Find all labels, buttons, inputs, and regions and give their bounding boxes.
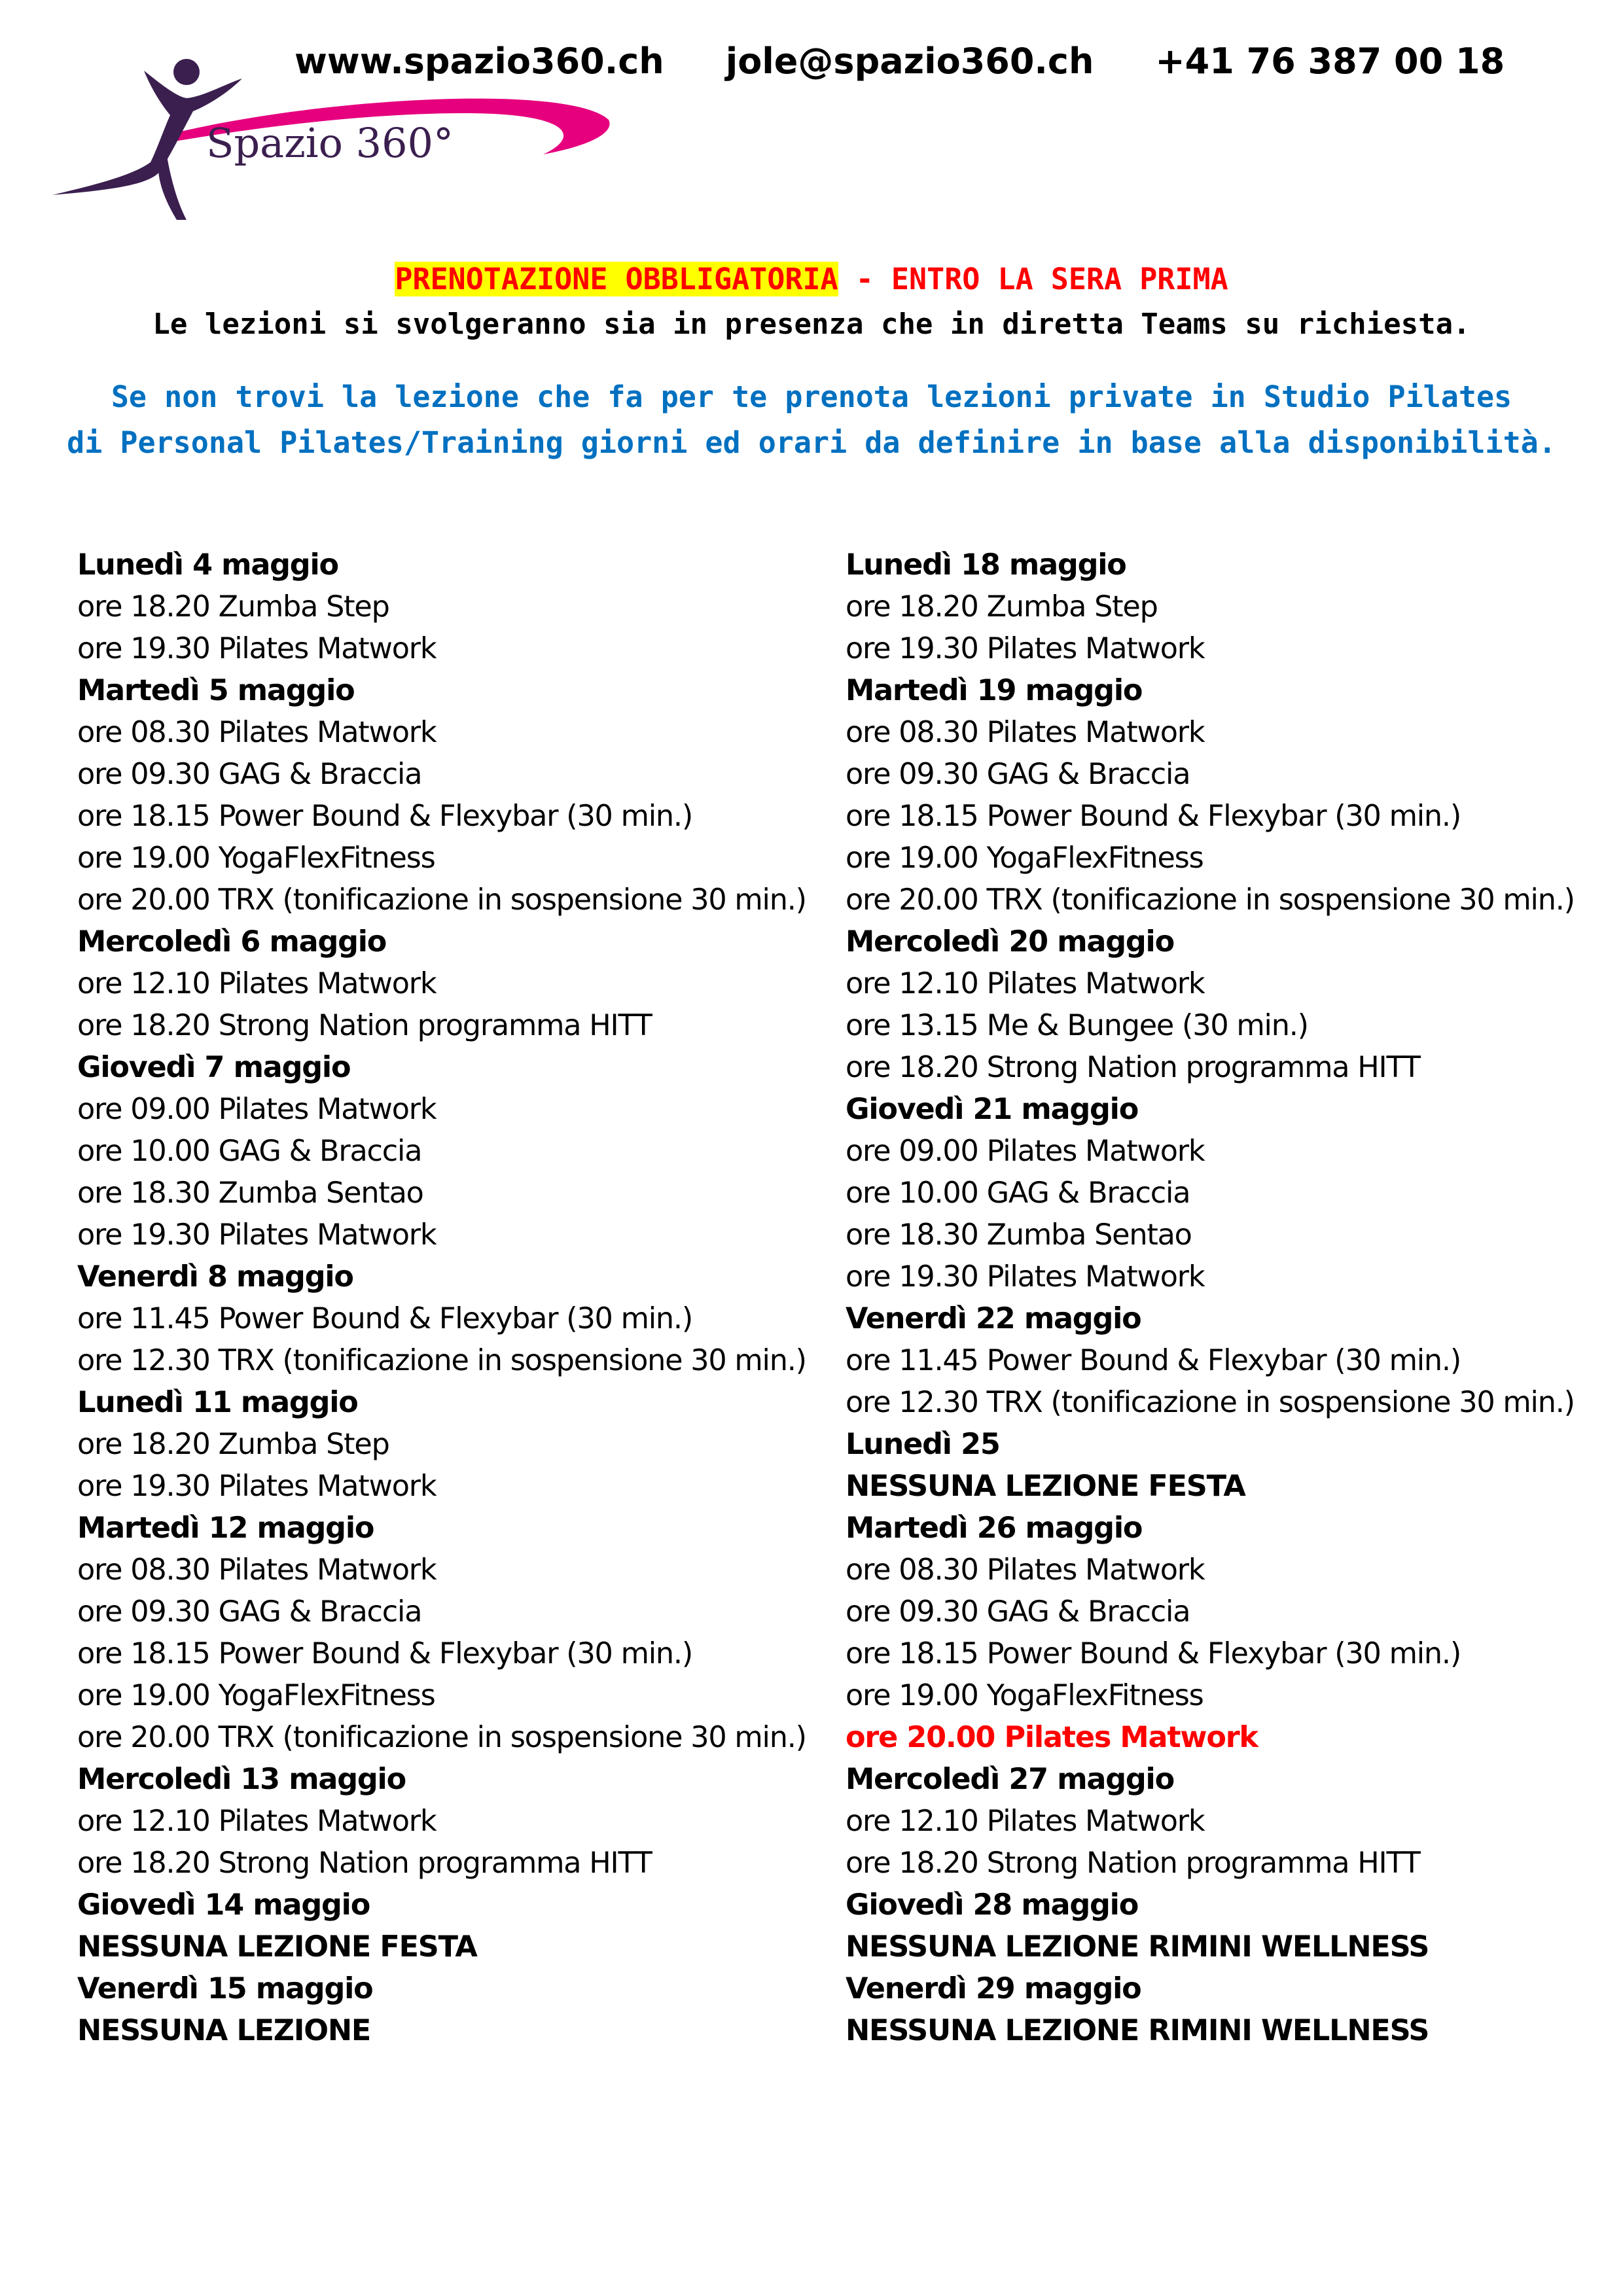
lesson-entry: ore 12.10 Pilates Matwork	[846, 1805, 1205, 1838]
day-heading: Giovedì 28 maggio	[846, 1888, 1139, 1922]
lesson-entry: ore 18.15 Power Bound & Flexybar (30 min.)	[77, 800, 693, 833]
lesson-entry: ore 20.00 TRX (tonificazione in sospensione 30 min.)	[77, 1721, 806, 1754]
no-lesson-note: NESSUNA LEZIONE RIMINI WELLNESS	[846, 2014, 1429, 2047]
lesson-entry: ore 12.10 Pilates Matwork	[846, 967, 1205, 1000]
lesson-entry: ore 20.00 TRX (tonificazione in sospensione 30 min.)	[846, 883, 1575, 917]
no-lesson-note: NESSUNA LEZIONE FESTA	[846, 1470, 1245, 1503]
day-heading: Mercoledì 20 maggio	[846, 925, 1174, 959]
no-lesson-note: NESSUNA LEZIONE RIMINI WELLNESS	[846, 1930, 1429, 1964]
lesson-entry: ore 19.30 Pilates Matwork	[77, 1470, 437, 1503]
website-link[interactable]: www.spazio360.ch	[294, 41, 664, 82]
lesson-entry: ore 19.30 Pilates Matwork	[846, 1260, 1205, 1294]
booking-required-highlight: PRENOTAZIONE OBBLIGATORIA	[395, 262, 838, 296]
private-lessons-notice-line1: Se non trovi la lezione che fa per te prenota lezioni private in Studio Pilates	[111, 380, 1512, 414]
lesson-entry: ore 19.00 YogaFlexFitness	[77, 1679, 435, 1712]
day-heading: Giovedì 7 maggio	[77, 1051, 351, 1084]
lesson-entry: ore 18.15 Power Bound & Flexybar (30 min.)	[77, 1637, 693, 1670]
lesson-entry: ore 18.20 Zumba Step	[77, 590, 389, 624]
lesson-entry: ore 13.15 Me & Bungee (30 min.)	[846, 1009, 1308, 1042]
lesson-entry: ore 19.00 YogaFlexFitness	[77, 841, 435, 875]
day-heading: Giovedì 14 maggio	[77, 1888, 370, 1922]
day-heading: Martedì 26 maggio	[846, 1511, 1143, 1545]
lesson-entry: ore 18.20 Strong Nation programma HITT	[77, 1846, 652, 1880]
lesson-entry: ore 18.20 Zumba Step	[77, 1428, 389, 1461]
lesson-entry: ore 09.30 GAG & Braccia	[77, 1595, 422, 1629]
lesson-entry: ore 19.00 YogaFlexFitness	[846, 841, 1204, 875]
lesson-entry: ore 11.45 Power Bound & Flexybar (30 min.)	[77, 1302, 693, 1335]
day-heading: Mercoledì 13 maggio	[77, 1763, 406, 1796]
contact-header	[294, 41, 1505, 82]
day-heading: Lunedì 11 maggio	[77, 1386, 358, 1419]
lesson-entry: ore 12.30 TRX (tonificazione in sospensione 30 min.)	[77, 1344, 806, 1377]
lesson-entry: ore 19.30 Pilates Matwork	[77, 1218, 437, 1252]
lesson-entry: ore 09.30 GAG & Braccia	[77, 758, 422, 791]
lesson-entry: ore 08.30 Pilates Matwork	[77, 716, 437, 749]
spazio360-logo-graphic	[46, 58, 622, 221]
lesson-entry: ore 19.30 Pilates Matwork	[846, 632, 1205, 665]
no-lesson-note: NESSUNA LEZIONE	[77, 2014, 371, 2047]
day-heading: Mercoledì 27 maggio	[846, 1763, 1174, 1796]
lesson-entry: ore 12.10 Pilates Matwork	[77, 1805, 437, 1838]
day-heading: Martedì 12 maggio	[77, 1511, 374, 1545]
schedule-column-right	[846, 544, 1575, 2052]
lesson-entry: ore 19.30 Pilates Matwork	[77, 632, 437, 665]
day-heading: Mercoledì 6 maggio	[77, 925, 387, 959]
day-heading: Giovedì 21 maggio	[846, 1093, 1139, 1126]
lesson-entry: ore 10.00 GAG & Braccia	[77, 1135, 422, 1168]
lesson-entry: ore 18.20 Strong Nation programma HITT	[846, 1051, 1420, 1084]
lesson-entry: ore 18.15 Power Bound & Flexybar (30 min.)	[846, 1637, 1461, 1670]
lesson-entry: ore 08.30 Pilates Matwork	[846, 716, 1205, 749]
lesson-entry: ore 18.30 Zumba Sentao	[846, 1218, 1192, 1252]
lesson-entry: ore 20.00 TRX (tonificazione in sospensione 30 min.)	[77, 883, 806, 917]
lesson-entry: ore 20.00 Pilates Matwork	[846, 1721, 1258, 1754]
lesson-mode-notice: Le lezioni si svolgeranno sia in presenza che in diretta Teams su richiesta.	[152, 308, 1471, 341]
lesson-entry: ore 18.20 Zumba Step	[846, 590, 1158, 624]
figure-head-icon	[173, 59, 200, 85]
lesson-entry: ore 18.20 Strong Nation programma HITT	[846, 1846, 1420, 1880]
day-heading: Martedì 5 maggio	[77, 674, 355, 707]
lesson-entry: ore 08.30 Pilates Matwork	[77, 1553, 437, 1587]
lesson-entry: ore 18.15 Power Bound & Flexybar (30 min.)	[846, 800, 1461, 833]
figure-leg-icon	[158, 156, 187, 220]
day-heading: Martedì 19 maggio	[846, 674, 1143, 707]
lesson-entry: ore 18.30 Zumba Sentao	[77, 1176, 423, 1210]
day-heading: Venerdì 22 maggio	[846, 1302, 1141, 1335]
phone-number[interactable]: +41 76 387 00 18	[1155, 41, 1505, 82]
lesson-entry: ore 19.00 YogaFlexFitness	[846, 1679, 1204, 1712]
lesson-entry: ore 12.10 Pilates Matwork	[77, 967, 437, 1000]
schedule-column-left	[77, 544, 806, 2052]
email-link[interactable]: jole@spazio360.ch	[725, 41, 1094, 82]
no-lesson-note: NESSUNA LEZIONE FESTA	[77, 1930, 477, 1964]
lesson-entry: ore 09.00 Pilates Matwork	[77, 1093, 437, 1126]
day-heading: Venerdì 8 maggio	[77, 1260, 353, 1294]
day-heading: Lunedì 4 maggio	[77, 548, 338, 582]
booking-deadline: - ENTRO LA SERA PRIMA	[838, 262, 1228, 296]
lesson-entry: ore 09.30 GAG & Braccia	[846, 758, 1190, 791]
lesson-entry: ore 12.30 TRX (tonificazione in sospensione 30 min.)	[846, 1386, 1575, 1419]
booking-notice	[0, 262, 1623, 296]
lesson-entry: ore 18.20 Strong Nation programma HITT	[77, 1009, 652, 1042]
lesson-entry: ore 08.30 Pilates Matwork	[846, 1553, 1205, 1587]
lesson-entry: ore 10.00 GAG & Braccia	[846, 1176, 1190, 1210]
lesson-entry: ore 09.30 GAG & Braccia	[846, 1595, 1190, 1629]
logo	[46, 58, 622, 221]
logo-text: Spazio 360°	[206, 119, 454, 167]
day-heading: Venerdì 15 maggio	[77, 1972, 373, 2005]
lesson-entry: ore 11.45 Power Bound & Flexybar (30 min.)	[846, 1344, 1461, 1377]
day-heading: Lunedì 18 maggio	[846, 548, 1126, 582]
day-heading: Lunedì 25	[846, 1428, 1000, 1461]
day-heading: Venerdì 29 maggio	[846, 1972, 1141, 2005]
private-lessons-notice-line2: di Personal Pilates/Training giorni ed orari da definire in base alla disponibilità.	[67, 425, 1556, 460]
lesson-entry: ore 09.00 Pilates Matwork	[846, 1135, 1205, 1168]
